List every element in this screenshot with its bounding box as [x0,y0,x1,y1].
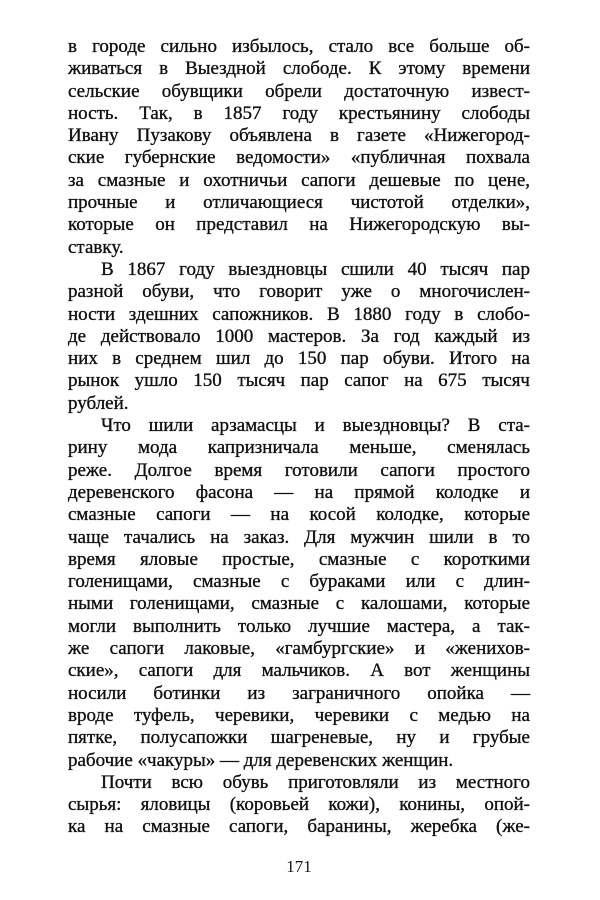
text-line: де действовало 1000 мастеров. За год каждый из [68,325,530,347]
text-line: сельские обувщики обрели достаточную извест- [68,80,530,102]
text-line: В 1867 году выездновцы сшили 40 тысяч пар [101,258,530,280]
text-line: рабочие «чакуры» — для деревенских женщин. [68,749,454,771]
text-line: за смазные и охотничьи сапоги дешевые по цене, [68,169,530,191]
text-line: рублей. [68,392,129,414]
text-line: которые он представил на Нижегородскую вы- [68,214,530,236]
text-line: ставку. [68,236,124,258]
paragraph [68,415,530,772]
text-line: смазные сапоги — на косой колодке, которые [68,504,530,526]
text-line: в городе сильно избылось, стало все больше об- [68,36,530,57]
text-line: ские», сапоги для мальчиков. А вот женщины [68,660,530,682]
text-line: Почти всю обувь приготовляли из местного [101,771,530,793]
paragraph [68,772,530,839]
text-line: сырья: яловицы (коровьей кожи), конины, опой- [68,794,530,816]
text-line: время яловые простые, смазные с короткими [68,548,530,570]
text-line: пятке, полусапожки шагреневые, ну и грубые [68,727,530,749]
text-line: же сапоги лаковые, «гамбургские» и «женихов- [68,638,530,660]
text-line: них в среднем шил до 150 пар обуви. Итого на [68,348,530,370]
text-line: чаще тачались на заказ. Для мужчин шили в то [68,526,530,548]
text-line: живаться в Выездной слободе. К этому времени [68,58,530,80]
text-line: вроде туфель, черевики, черевики с медью на [68,704,530,726]
text-line: ские губернские ведомости» «публичная похвала [68,147,530,169]
text-line: реже. Долгое время готовили сапоги простого [68,459,530,481]
text-line: рину мода капризничала меньше, сменялась [68,437,530,459]
page-number: 171 [286,856,312,876]
text-line: прочные и отличающиеся чистотой отделки», [68,192,530,214]
page-body-text [68,36,530,839]
page-content [68,36,530,877]
text-line: Ивану Пузакову объявлена в газете «Нижегород- [68,125,530,147]
text-line: разной обуви, что говорит уже о многочислен- [68,281,530,303]
text-line: могли выполнить только лучшие мастера, а так- [68,615,530,637]
text-line: ность. Так, в 1857 году крестьянину слободы [68,102,530,124]
paragraph [68,259,530,415]
text-line: Что шили арзамасцы и выездновцы? В ста- [101,415,530,437]
text-line: ными голенищами, смазные с калошами, которые [68,593,530,615]
text-line: деревенского фасона — на прямой колодке и [68,481,530,503]
text-line: рынок ушло 150 тысяч пар сапог на 675 тысяч [68,370,530,392]
text-line: носили ботинки из заграничного опойка — [68,682,530,704]
text-line: ности здешних сапожников. В 1880 году в слобо- [68,303,530,325]
text-line: ка на смазные сапоги, баранины, жеребка (же- [68,816,530,838]
text-line: голенищами, смазные с бураками или с длин- [68,571,530,593]
paragraph [68,36,530,259]
